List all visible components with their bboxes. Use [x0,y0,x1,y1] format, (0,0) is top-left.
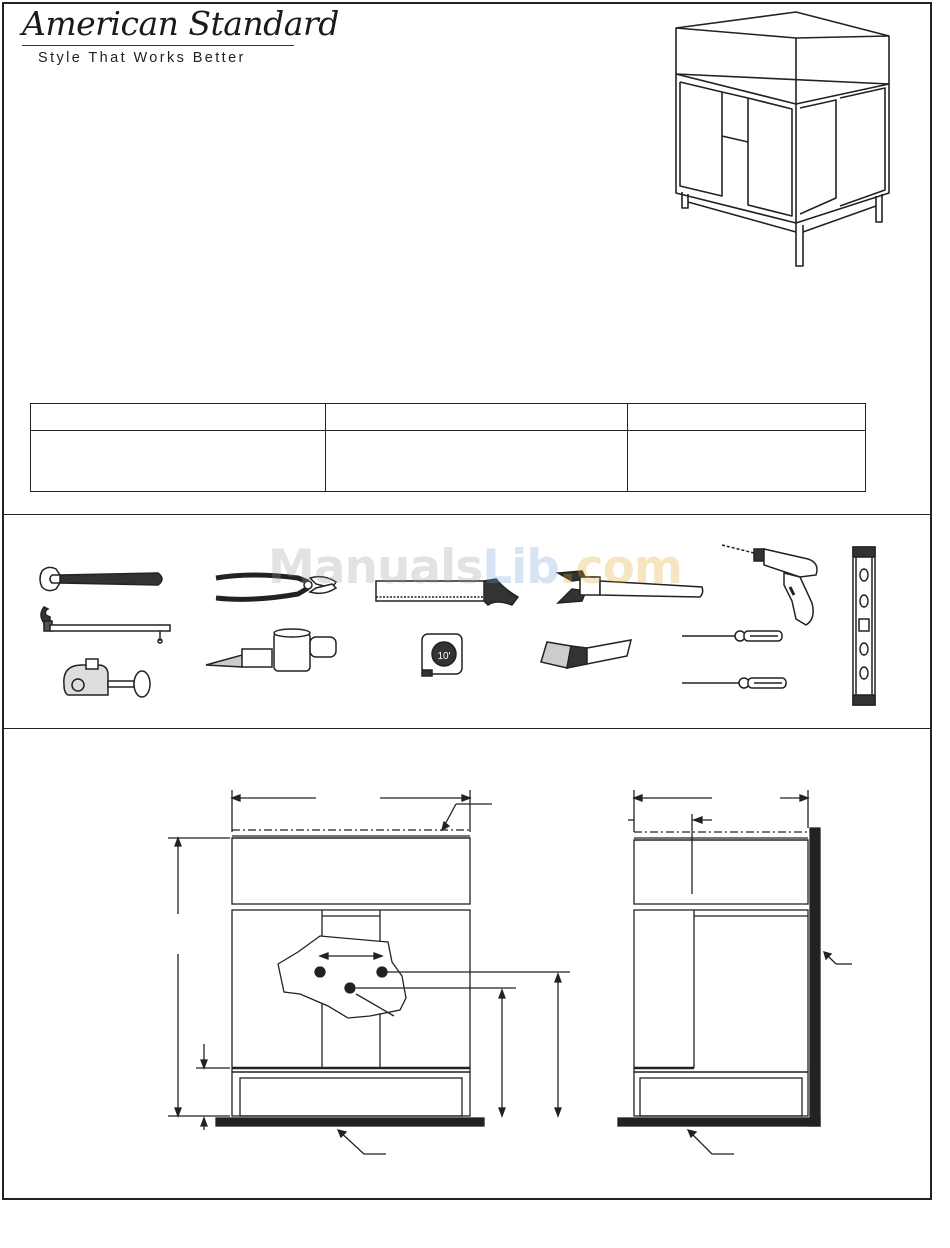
tape-measure-icon [418,630,468,680]
brand-tagline: Style That Works Better [38,50,246,66]
watermark-part: Manuals [268,540,483,595]
table-header-cell [628,404,866,431]
caulking-gun-icon [202,625,342,675]
phillips-screwdriver-icon [680,628,785,644]
adjustable-wrench-icon [38,565,168,595]
brand-rule [22,45,294,46]
table-header-cell [326,404,628,431]
flat-screwdriver-icon [680,675,790,691]
level-icon [850,545,878,707]
side-elevation-diagram [612,780,862,1160]
table-header-cell [31,404,326,431]
vanity-product-illustration [660,8,900,270]
table-cell [628,431,866,492]
tubing-cutter-icon [58,655,158,705]
watermark [268,540,682,595]
watermark-part: Lib [482,540,559,595]
section-divider [2,514,932,515]
tape-measure-label: 10' [437,651,451,662]
power-drill-icon [720,543,825,628]
table-cell [31,431,326,492]
model-table [30,403,866,492]
table-cell [326,431,628,492]
watermark-part: .com [558,540,682,595]
brand-logo [22,4,339,66]
brand-name: American Standard [22,4,339,43]
basin-wrench-icon [36,603,176,643]
model-table-header-row [31,404,866,431]
front-elevation-diagram [160,780,580,1160]
putty-knife-icon [537,632,637,672]
model-table-body-row [31,431,866,492]
section-divider [2,728,932,729]
